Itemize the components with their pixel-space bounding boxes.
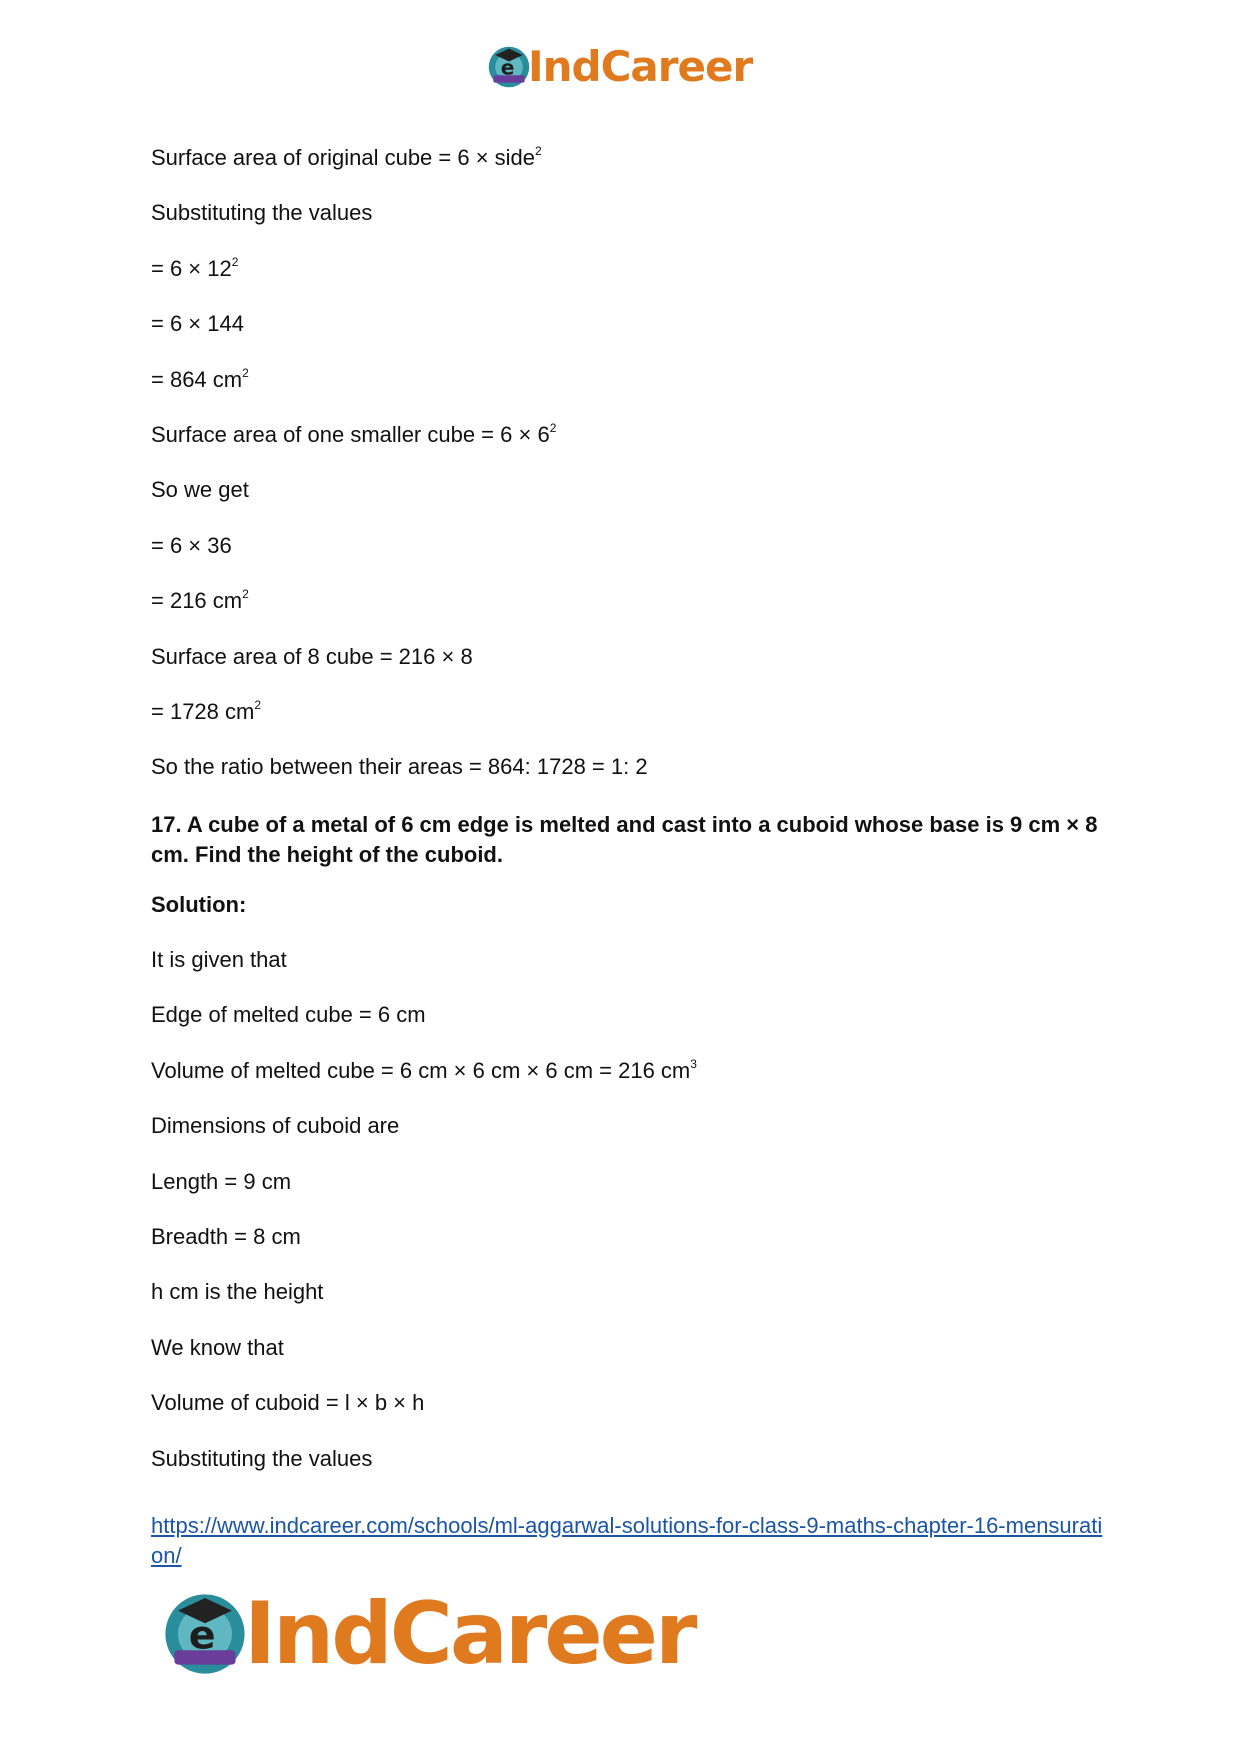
math-line: = $6 \times 12^2$: [151, 254, 239, 281]
question-17: 17. A cube of a metal of 6 cm edge is melted and cast into a cuboid whose base is 9 cm × 8 cm. Find the height of the cuboid.: [151, 811, 1098, 867]
math-line: So we get: [151, 477, 249, 503]
solution-line: Volume of melted cube = 6 cm × 6 cm × 6 cm = 216 $cm^3$: [151, 1056, 697, 1083]
brand-name: IndCareer: [244, 1584, 695, 1684]
svg-text:e: e: [188, 1612, 216, 1659]
solution-line: Length = 9 cm: [151, 1168, 292, 1194]
math-line: = 216 $cm^2$: [151, 587, 249, 614]
math-line: = 6 × 36: [151, 532, 232, 558]
solution-line: h cm is the height: [151, 1279, 324, 1305]
solution-line: Breadth = 8 cm: [151, 1224, 301, 1250]
indcareer-logo-icon: [160, 1589, 250, 1679]
solution-line: We know that: [151, 1334, 284, 1360]
math-line: = 1728 $cm^2$: [151, 697, 262, 724]
page-content: [151, 145, 1101, 1501]
solution-line: Edge of melted cube = 6 cm: [151, 1002, 426, 1028]
solution-line: Dimensions of cuboid are: [151, 1113, 400, 1139]
math-line: = 864 $cm^2$: [151, 365, 249, 392]
footer-logo: [160, 1584, 720, 1684]
solution-label: Solution:: [151, 891, 247, 917]
indcareer-logo-icon: [486, 44, 532, 90]
solution-line: Substituting the values: [151, 1445, 373, 1471]
source-link[interactable]: https://www.indcareer.com/schools/ml-aggarwal-solutions-for-class-9-maths-chapter-16-mensuration/: [151, 1513, 1103, 1568]
svg-text:e: e: [500, 55, 515, 80]
math-line: Surface area of 8 cube = 216 × 8: [151, 643, 473, 669]
math-line: Surface area of original cube = 6 × side$^2$: [151, 144, 542, 170]
math-line: Substituting the values: [151, 200, 373, 226]
math-line: So the ratio between their areas = 864: 1728 = 1: 2: [151, 754, 648, 780]
lines-block: [151, 145, 1101, 780]
math-line: Surface area of one smaller cube = $6 \times 6^2$: [151, 420, 557, 447]
solution-block: [151, 947, 1101, 1472]
solution-line: It is given that: [151, 947, 287, 973]
brand-name: IndCareer: [528, 42, 753, 91]
math-line: = 6 × 144: [151, 311, 244, 337]
solution-line: Volume of cuboid = l × b × h: [151, 1390, 425, 1416]
header-logo: [486, 42, 766, 92]
